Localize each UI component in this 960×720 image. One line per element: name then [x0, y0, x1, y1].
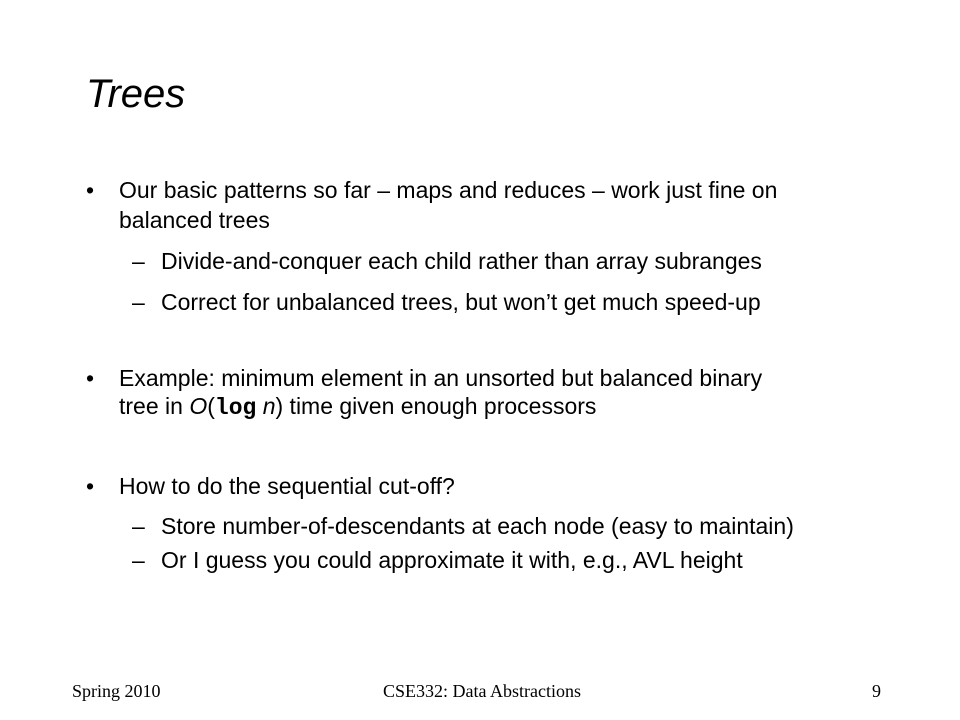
bullet-3 — [86, 472, 906, 502]
bullet-1-line-1: Our basic patterns so far – maps and reduces – work just fine on — [119, 177, 778, 203]
dash-marker: – — [132, 513, 145, 539]
bullet-3-line-1: How to do the sequential cut-off? — [119, 473, 455, 499]
sub-bullet-text: Divide-and-conquer each child rather than array subranges — [161, 248, 762, 274]
var-n: n — [256, 393, 276, 419]
bullet-2 — [86, 364, 906, 424]
footer-page-number: 9 — [872, 681, 881, 701]
dash-marker: – — [132, 289, 145, 315]
sub-bullet-text: Store number-of-descendants at each node (easy to maintain) — [161, 513, 794, 539]
bullet-2-line-1: Example: minimum element in an unsorted but balanced binary — [119, 365, 763, 391]
big-o: O — [189, 393, 208, 419]
bullet-marker: • — [86, 473, 95, 499]
bullet-marker: • — [86, 365, 95, 391]
dash-marker: – — [132, 547, 145, 573]
sub-bullet-3-1 — [132, 512, 932, 542]
sub-bullet-1-2 — [132, 288, 912, 318]
bullet-1-line-2: balanced trees — [119, 207, 270, 233]
sub-bullet-1-1 — [132, 247, 912, 277]
sub-bullet-3-2 — [132, 546, 932, 576]
bullet-marker: • — [86, 177, 95, 203]
sub-bullet-text: Correct for unbalanced trees, but won’t get much speed-up — [161, 289, 761, 315]
text-time: ) time given enough processors — [275, 393, 597, 419]
sub-bullet-text: Or I guess you could approximate it with, e.g., AVL height — [161, 547, 743, 573]
bullet-2-line-2 — [119, 392, 596, 422]
code-log: log — [214, 395, 257, 421]
slide-title: Trees — [86, 72, 186, 116]
footer-course: CSE332: Data Abstractions — [383, 681, 581, 701]
footer-date: Spring 2010 — [72, 681, 161, 701]
bullet-1 — [86, 176, 906, 236]
paren-open: ( — [207, 393, 215, 419]
dash-marker: – — [132, 248, 145, 274]
text-tree-in: tree in — [119, 393, 190, 419]
